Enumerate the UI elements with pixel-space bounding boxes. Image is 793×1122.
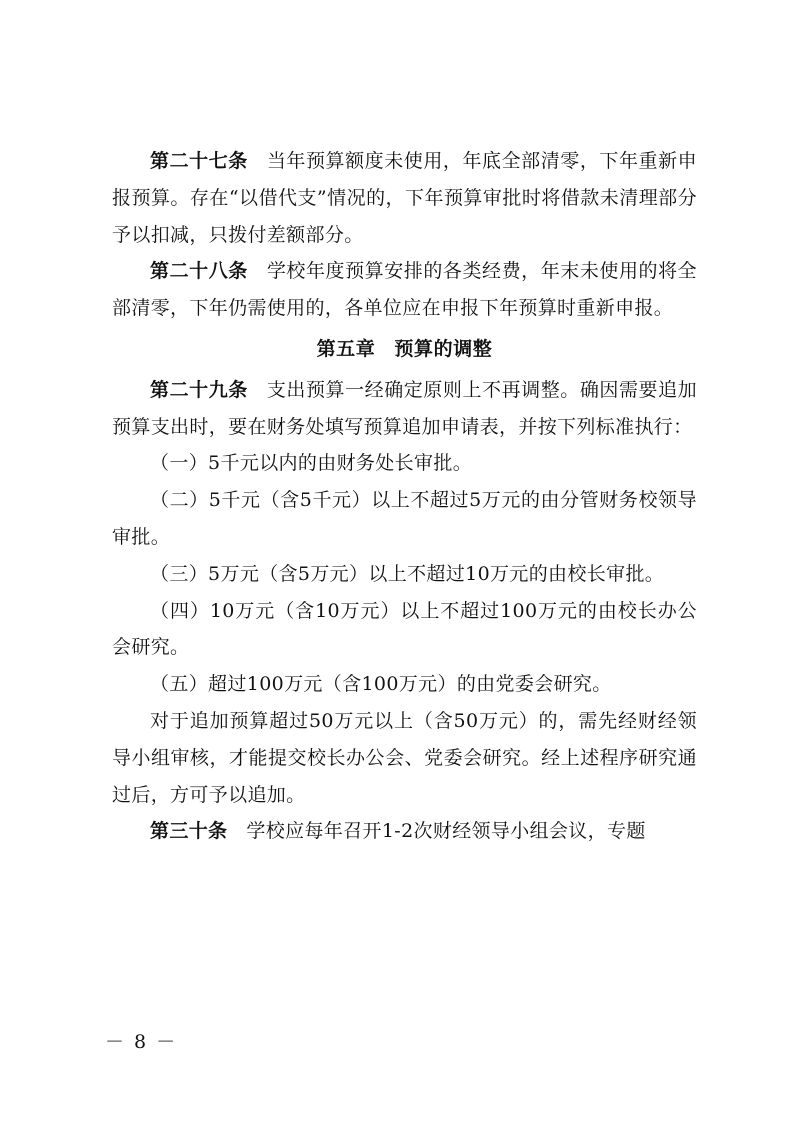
- article-27: [112, 143, 697, 253]
- article-28: [112, 253, 697, 327]
- chapter-number: 第五章: [316, 337, 376, 360]
- article-text: 当年预算额度未使用，年底全部清零，下年重新申报预算。存在“以借代支”情况的，下年预算审批时将借款未清理部分予以扣减，只拨付差额部分。: [112, 150, 697, 246]
- article-text: 支出预算一经确定原则上不再调整。确因需要追加预算支出时，要在财务处填写预算追加申请表，并按下列标准执行：: [112, 378, 697, 438]
- article-30: [112, 813, 697, 850]
- article-label: 第二十七条: [150, 150, 248, 172]
- document-body: [112, 143, 697, 850]
- article-text: 学校年度预算安排的各类经费，年末未使用的将全部清零，下年仍需使用的，各单位应在申报下年预算时重新申报。: [112, 260, 697, 320]
- list-item: （一）5千元以内的由财务处长审批。: [150, 452, 473, 475]
- chapter-title: 预算的调整: [394, 337, 493, 360]
- closing-paragraph: 对于追加预算超过50万元以上（含50万元）的，需先经财经领导小组审核，才能提交校长办公会、党委会研究。经上述程序研究通过后，方可予以追加。: [112, 709, 697, 806]
- article-label: 第二十八条: [150, 260, 248, 283]
- list-item: （二）5千元（含5千元）以上不超过5万元的由分管财务校领导审批。: [112, 489, 697, 548]
- page-number: － 8 －: [105, 1031, 178, 1053]
- article-29: [112, 372, 697, 446]
- list-item: （三）5万元（含5万元）以上不超过10万元的由校长审批。: [150, 562, 665, 585]
- article-label: 第二十九条: [150, 378, 248, 401]
- chapter-heading: [112, 331, 697, 368]
- article-label: 第三十条: [150, 820, 228, 843]
- article-text: 学校应每年召开1-2次财经领导小组会议，专题: [246, 820, 646, 843]
- list-item: （四）10万元（含10万元）以上不超过100万元的由校长办公会研究。: [112, 599, 697, 659]
- list-item: （五）超过100万元（含100万元）的由党委会研究。: [150, 673, 612, 696]
